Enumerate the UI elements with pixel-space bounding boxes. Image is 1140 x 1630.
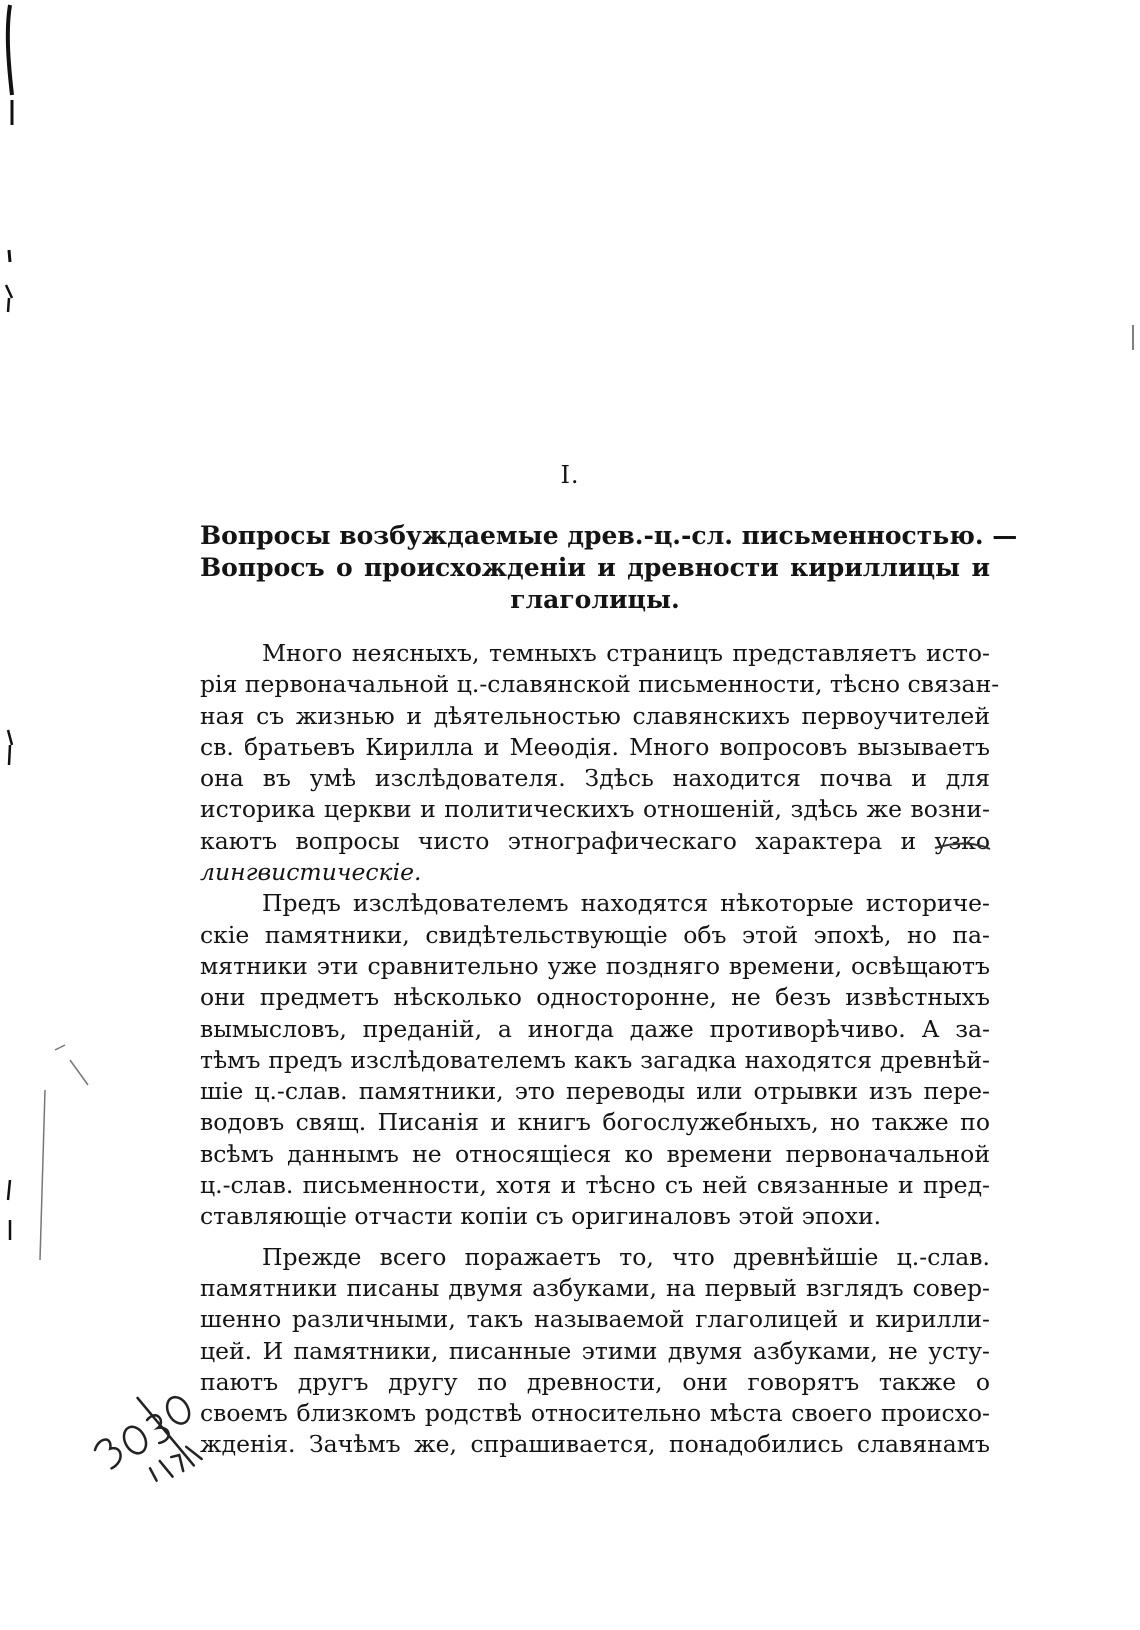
binding-edge-mark — [8, 5, 12, 95]
section-number: I. — [560, 461, 580, 489]
paragraph — [200, 888, 990, 1232]
text-line: она въ умѣ изслѣдователя. Здѣсь находится почва и для — [200, 764, 990, 793]
text-line: мятники эти сравнительно уже поздняго времени, освѣщаютъ — [200, 951, 990, 980]
text-line: рія первоначальной ц.-славянской письменности, тѣсно связан- — [200, 670, 1000, 699]
chapter-title — [200, 520, 1018, 616]
binding-edge-mark — [8, 1180, 10, 1240]
text-line: каютъ вопросы чисто этнографическаго характера и узко — [200, 826, 990, 855]
text-line: ставляющіе отчасти копіи съ оригиналовъ этой эпохи. — [200, 1202, 882, 1231]
paragraph — [200, 1242, 990, 1461]
text-line: они предметъ нѣсколько односторонне, не безъ извѣстныхъ — [200, 983, 990, 1012]
title-line: глаголицы. — [510, 585, 680, 614]
text-line: памятники писаны двумя азбуками, на первый взглядъ совер- — [200, 1273, 990, 1302]
binding-edge-mark — [9, 250, 10, 262]
text-line: шіе ц.-слав. памятники, это переводы или отрывки изъ пере- — [200, 1077, 990, 1106]
text-line: жденія. Зачѣмъ же, спрашивается, понадобились славянамъ — [200, 1430, 990, 1459]
text-line: тѣмъ предъ изслѣдователемъ какъ загадка находятся древнѣй- — [200, 1045, 990, 1074]
text-line: историка церкви и политическихъ отношеній, здѣсь же возни- — [200, 795, 990, 824]
text-line: Много неясныхъ, темныхъ страницъ представляетъ исто- — [262, 639, 990, 667]
text-line: водовъ свящ. Писанія и книгъ богослужебныхъ, но также по — [200, 1108, 990, 1137]
pencil-margin-marks — [40, 1045, 88, 1260]
text-line: шенно различными, такъ называемой глаголицей и кирилли- — [200, 1305, 990, 1334]
handwritten-note — [83, 1379, 213, 1503]
text-line: цей. И памятники, писанные этими двумя азбуками, не усту- — [200, 1336, 990, 1365]
text-line: вымысловъ, преданій, а иногда даже противорѣчиво. А за- — [200, 1014, 990, 1043]
text-line: ная съ жизнью и дѣятельностью славянскихъ первоучителей — [200, 701, 990, 730]
binding-edge-mark — [8, 730, 12, 765]
title-line: Вопросъ о происхожденіи и древности кириллицы и — [200, 553, 990, 582]
title-line: Вопросы возбуждаемые древ.-ц.-сл. письменностью. — — [200, 521, 1018, 550]
text-line: ц.-слав. письменности, хотя и тѣсно съ ней связанные и пред- — [200, 1171, 990, 1200]
text-line: паютъ другъ другу по древности, они говорятъ также о — [200, 1367, 990, 1396]
text-line: Предъ изслѣдователемъ находятся нѣкоторые историче- — [262, 889, 990, 918]
text-line: скіе памятники, свидѣтельствующіе объ этой эпохѣ, но па- — [200, 920, 990, 949]
text-line: своемъ близкомъ родствѣ относительно мѣста своего происхо- — [200, 1399, 990, 1428]
text-line: всѣмъ даннымъ не относящіеся ко времени первоначальной — [200, 1139, 990, 1168]
body-text — [200, 638, 1000, 1461]
binding-edge-mark — [6, 285, 12, 312]
text-line: лингвистическіе. — [200, 858, 422, 887]
text-line: Прежде всего поражаетъ то, что древнѣйшіе ц.-слав. — [262, 1242, 990, 1271]
paragraph — [200, 638, 1000, 888]
text-line: св. братьевъ Кирилла и Меѳодія. Много вопросовъ вызываетъ — [200, 732, 990, 761]
